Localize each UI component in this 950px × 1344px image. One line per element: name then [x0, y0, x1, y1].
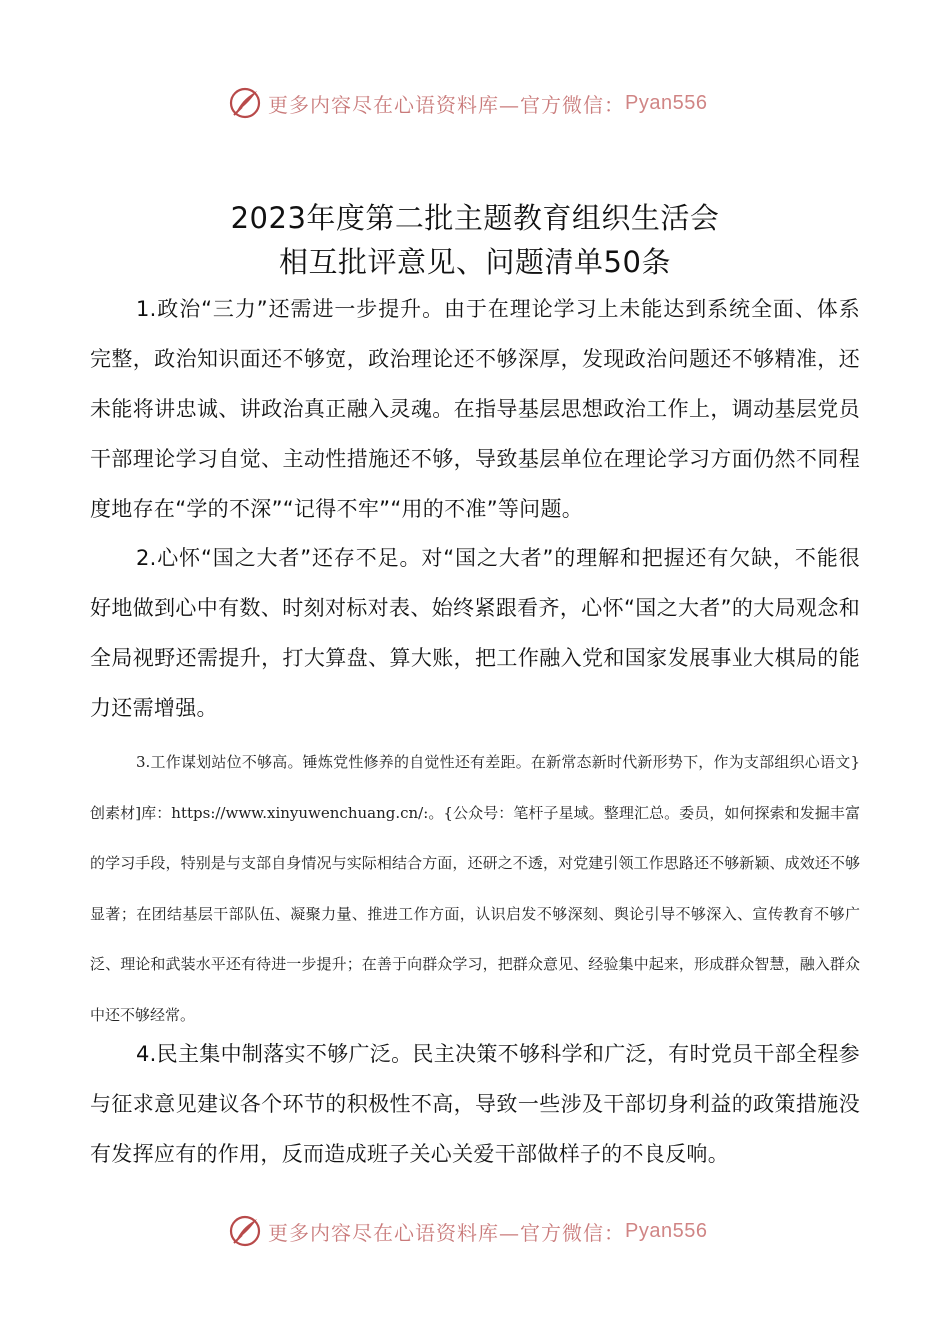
watermark-text: 更多内容尽在心语资料库—官方微信：: [268, 1220, 625, 1245]
watermark-content: [228, 1211, 707, 1251]
paragraph-item-2: 2.心怀“国之大者”还存不足。对“国之大者”的理解和把握还有欠缺，不能很好地做到心中有数、时刻对标对表、始终紧跟看齐，心怀“国之大者”的大局观念和全局视野还需提升，打大算盘、算大账，把工作融入党和国家发展事业大棋局的能力还需增强。: [90, 546, 860, 720]
quill-logo-icon: [228, 1214, 262, 1248]
paragraph-item-1: 1.政治“三力”还需进一步提升。由于在理论学习上未能达到系统全面、体系完整，政治知识面还不够宽，政治理论还不够深厚，发现政治问题还不够精准，还未能将讲忠诚、讲政治真正融入灵魂。在指导基层思想政治工作上，调动基层党员干部理论学习自觉、主动性措施还不够，导致基层单位在理论学习方面仍然不同程度地存在“学的不深”“记得不牢”“用的不准”等问题。: [90, 297, 860, 521]
watermark-wechat-id: Pyan556: [625, 1219, 708, 1242]
watermark-banner-top: [0, 83, 950, 123]
watermark-content: [228, 83, 707, 123]
watermark-wechat-id: Pyan556: [625, 91, 708, 114]
paragraph-item-3: 3.工作谋划站位不够高。锤炼党性修养的自觉性还有差距。在新常态新时代新形势下，作为支部组织心语文}创素材]库：https://www.xinyuwenchuang.cn/:。{公众号：笔杆子星域。整理汇总。委员，如何探索和发掘丰富的学习手段，特别是与支部自身情况与实际相结合方面，还研之不透，对党建引领工作思路还不够新颖、成效还不够显著；在团结基层干部队伍、凝聚力量、推进工作方面，认识启发不够深刻、舆论引导不够深入、宣传教育不够广泛、理论和武装水平还有待进一步提升；在善于向群众学习，把群众意见、经验集中起来，形成群众智慧，融入群众中还不够经常。: [90, 753, 860, 1024]
watermark-banner-bottom: [0, 1211, 950, 1251]
document-title-line-1: 2023年度第二批主题教育组织生活会: [230, 201, 720, 235]
watermark-text: 更多内容尽在心语资料库—官方微信：: [268, 92, 625, 117]
paragraph-item-4: 4.民主集中制落实不够广泛。民主决策不够科学和广泛，有时党员干部全程参与征求意见建议各个环节的积极性不高，导致一些涉及干部切身利益的政策措施没有发挥应有的作用，反而造成班子关心关爱干部做样子的不良反响。: [90, 1042, 860, 1166]
quill-logo-icon: [228, 86, 262, 120]
document-title-line-2: 相互批评意见、问题清单50条: [279, 245, 671, 279]
